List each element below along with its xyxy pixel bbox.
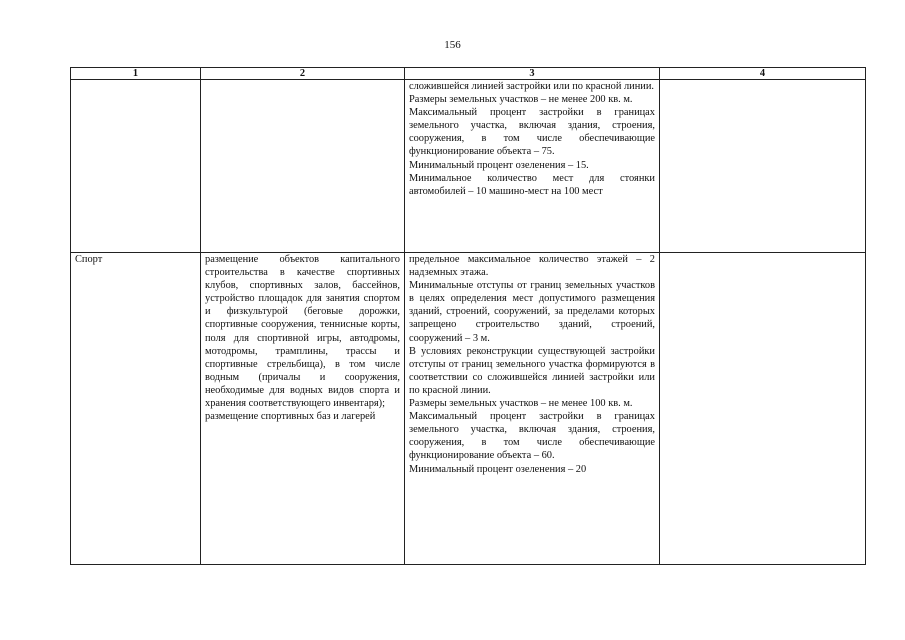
parameter-text: Размеры земельных участков – не менее 100 кв. м.: [409, 398, 633, 410]
parameter-text: сложившейся линией застройки или по красной линии.: [409, 81, 654, 92]
regulations-table: [70, 67, 866, 565]
cell-use-description: [201, 80, 405, 253]
column-header-2: 2: [201, 68, 405, 80]
column-header-4: 4: [660, 68, 866, 80]
column-header-1: 1: [71, 68, 201, 80]
description-text: размещение объектов капитального строительства в качестве спортивных клубов, спортивных залов, бассейнов, устройство площадок для занятия спортом и физкультурой (беговые дорожки, спортивные сооружения, теннисные корты, поля для спортивной игры, автодромы, мотодромы, трамплины, трассы и спортивные стрельбища), в том числе водным (причалы и сооружения, необходимые для водных видов спорта и хранения соответствующего инвентаря);: [205, 254, 400, 410]
parameter-text: Максимальный процент застройки в границах земельного участка, включая здания, строения, сооружения, в том числе обеспечивающие функционирование объекта – 60.: [409, 411, 655, 462]
parameter-text: В условиях реконструкции существующей застройки отступы от границ земельного участка формируются в соответствии со сложившейся линией застройки или по красной линии.: [409, 345, 655, 396]
cell-use-description: [201, 253, 405, 565]
parameter-text: Минимальные отступы от границ земельных участков в целях определения мест допустимого размещения зданий, строений, сооружений, за пределами которых запрещено строительство зданий, строений, сооружений – 3 м.: [409, 280, 655, 344]
table-header-row: [71, 68, 866, 80]
cell-restrictions: [660, 80, 866, 253]
cell-use-name: [71, 80, 201, 253]
cell-use-name: Спорт: [71, 253, 201, 565]
cell-parameters: [405, 80, 660, 253]
page-number: 156: [444, 39, 461, 51]
parameter-text: Размеры земельных участков – не менее 200 кв. м.: [409, 94, 633, 106]
description-text: размещение спортивных баз и лагерей: [205, 411, 376, 423]
column-header-3: 3: [405, 68, 660, 80]
parameter-text: Минимальное количество мест для стоянки автомобилей – 10 машино-мест на 100 мест: [409, 172, 655, 197]
parameter-text: Максимальный процент застройки в границах земельного участка, включая здания, строения, сооружения, в том числе обеспечивающие функционирование объекта – 75.: [409, 107, 655, 158]
cell-restrictions: [660, 253, 866, 565]
table-row: [71, 253, 866, 565]
parameter-text: Минимальный процент озеленения – 20: [409, 463, 587, 475]
parameter-text: Минимальный процент озеленения – 15.: [409, 159, 589, 171]
cell-parameters: [405, 253, 660, 565]
table-row: [71, 80, 866, 253]
parameter-text: предельное максимальное количество этажей – 2 надземных этажа.: [409, 254, 655, 279]
